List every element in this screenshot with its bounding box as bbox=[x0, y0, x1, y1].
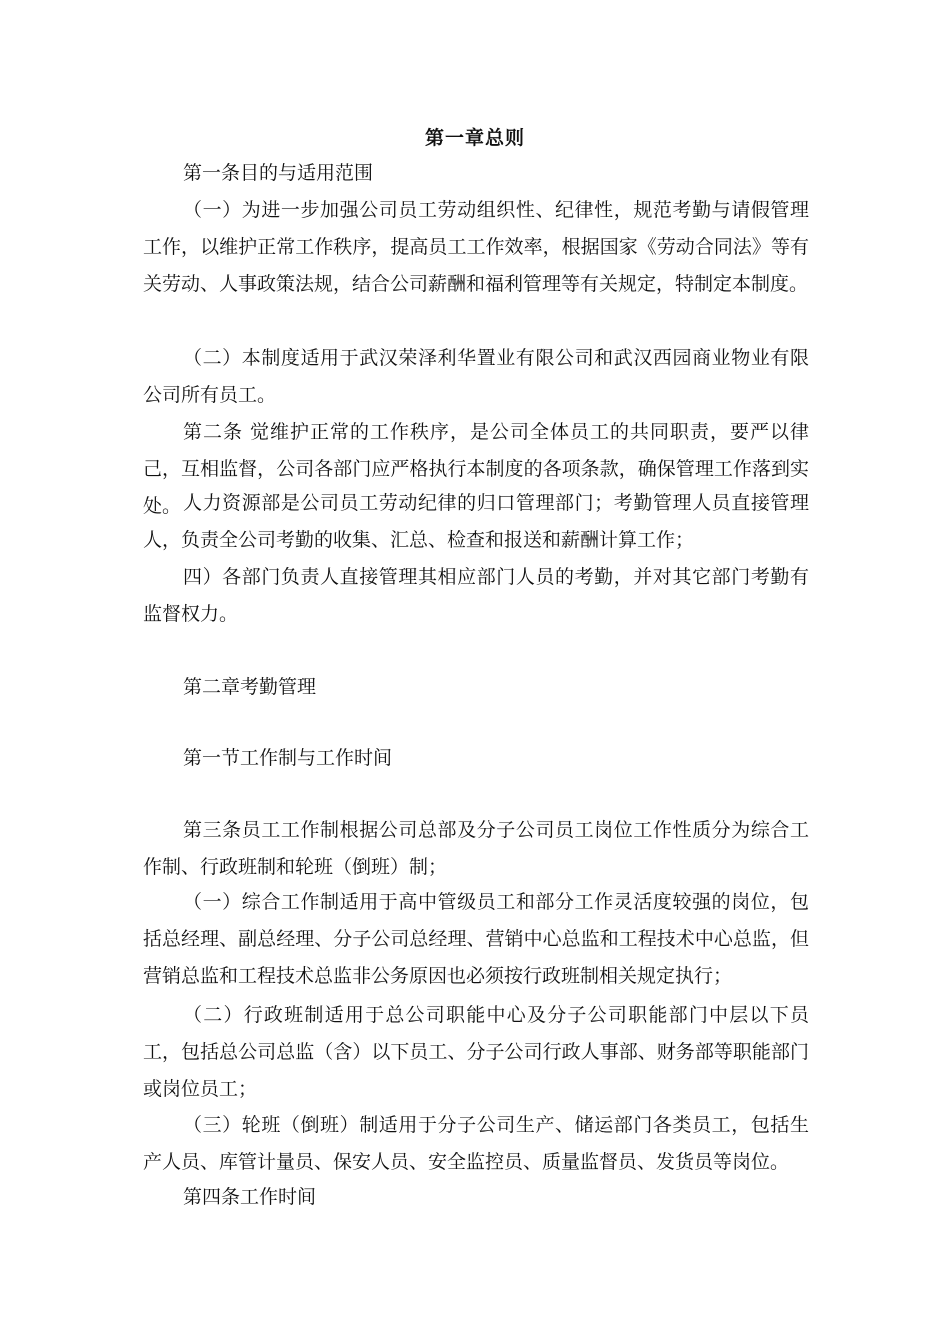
paragraph-hr-department: 人力资源部是公司员工劳动纪律的归口管理部门；考勤管理人员直接管理人，负责全公司考勤的收集、汇总、检查和报送和薪酬计算工作； bbox=[143, 492, 809, 551]
paragraph-purpose: （一）为进一步加强公司员工劳动组织性、纪律性，规范考勤与请假管理工作，以维护正常工作秩序，提高员工工作效率，根据国家《劳动合同法》等有关劳动、人事政策法规，结合公司薪酬和福利管理等有关规定，特制定本制度。 bbox=[143, 199, 809, 295]
paragraph-comprehensive-work: （一）综合工作制适用于高中管级员工和部分工作灵活度较强的岗位，包括总经理、副总经理、分子公司总经理、营销中心总监和工程技术中心总监，但营销总监和工程技术总监非公务原因也必须按行政班制相关规定执行； bbox=[143, 891, 809, 987]
article-1-heading: 第一条目的与适用范围 bbox=[183, 162, 374, 184]
article-4-heading: 第四条工作时间 bbox=[183, 1186, 317, 1208]
chapter-2-title: 第二章考勤管理 bbox=[183, 676, 317, 698]
paragraph-article-2: 第二条 觉维护正常的工作秩序，是公司全体员工的共同职责，要严以律己，互相监督，公司各部门应严格执行本制度的各项条款，确保管理工作落到实处。 bbox=[143, 421, 809, 517]
paragraph-article-3: 第三条员工工作制根据公司总部及分子公司员工岗位工作性质分为综合工作制、行政班制和轮班（倒班）制； bbox=[143, 819, 809, 878]
paragraph-scope: （二）本制度适用于武汉荣泽利华置业有限公司和武汉西园商业物业有限公司所有员工。 bbox=[143, 347, 809, 406]
chapter-1-title: 第一章总则 bbox=[424, 127, 525, 149]
paragraph-rotating-shift: （三）轮班（倒班）制适用于分子公司生产、储运部门各类员工，包括生产人员、库管计量员、保安人员、安全监控员、质量监督员、发货员等岗位。 bbox=[143, 1114, 809, 1173]
paragraph-department-heads: 四）各部门负责人直接管理其相应部门人员的考勤，并对其它部门考勤有监督权力。 bbox=[143, 566, 809, 625]
paragraph-administrative-shift: （二）行政班制适用于总公司职能中心及分子公司职能部门中层以下员工，包括总公司总监（含）以下员工、分子公司行政人事部、财务部等职能部门或岗位员工； bbox=[143, 1004, 809, 1100]
section-1-title: 第一节工作制与工作时间 bbox=[183, 747, 393, 769]
